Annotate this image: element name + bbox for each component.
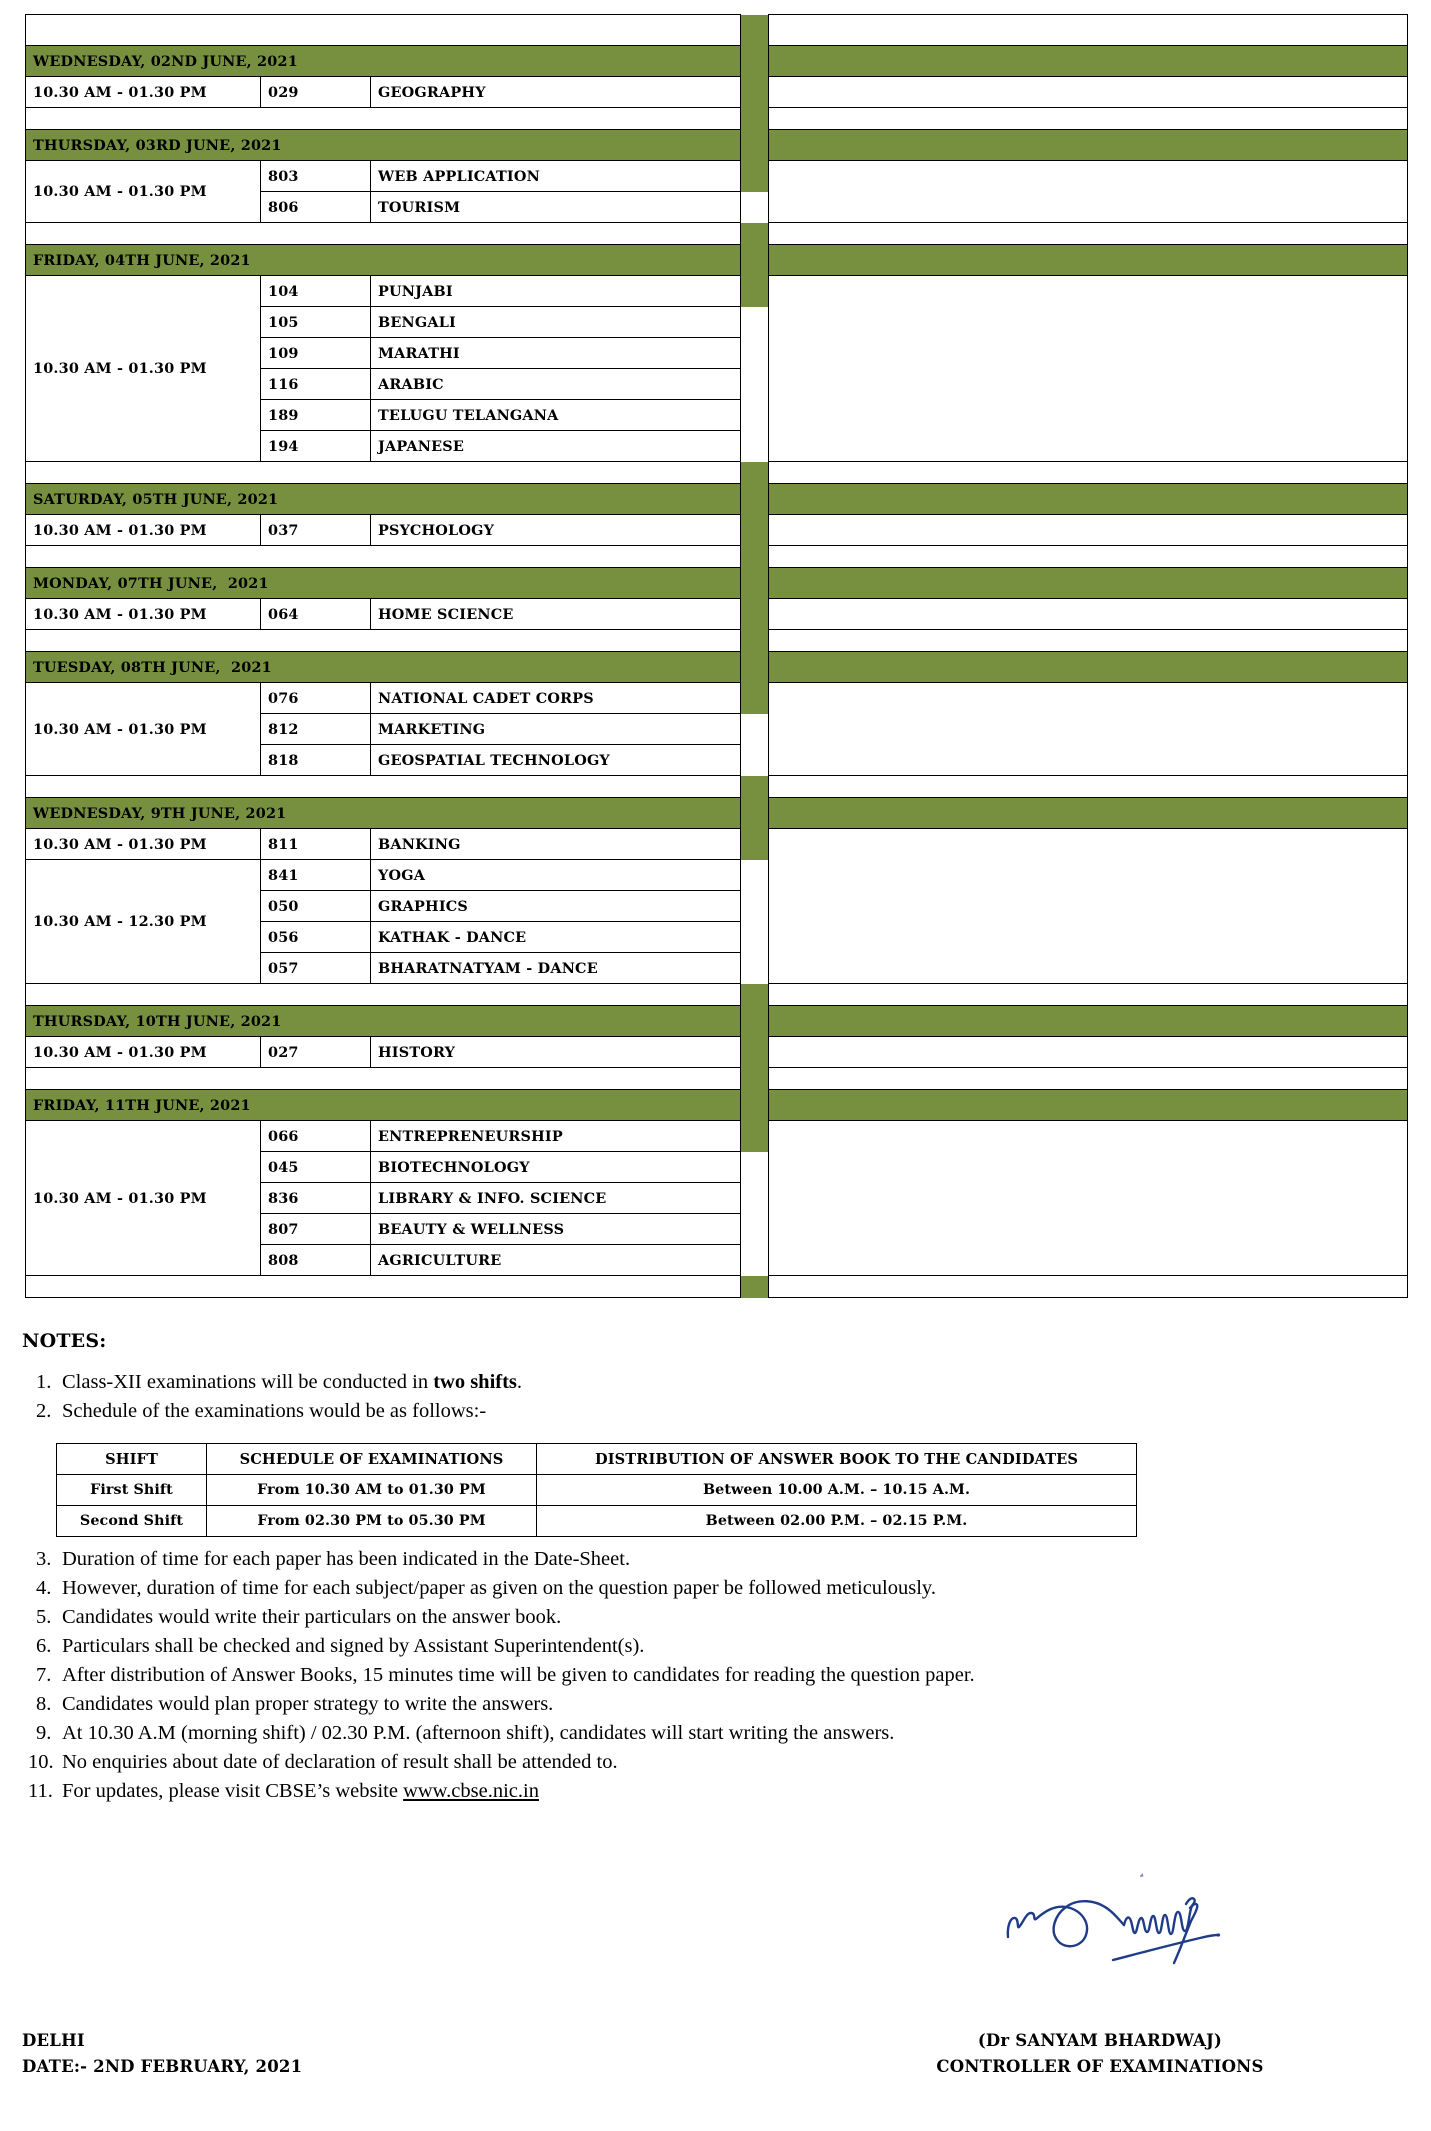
green-divider-band bbox=[741, 130, 769, 161]
spacer-row bbox=[26, 630, 1408, 652]
note-item bbox=[22, 1397, 1352, 1426]
note-text: No enquiries about date of declaration of result shall be attended to. bbox=[62, 1751, 618, 1773]
subject-name-cell: HISTORY bbox=[371, 1037, 741, 1068]
spacer-cell-left bbox=[26, 776, 741, 798]
green-divider-band bbox=[741, 1121, 769, 1152]
exam-row bbox=[26, 683, 1408, 714]
spacer-row bbox=[26, 1068, 1408, 1090]
day-date-label: WEDNESDAY, 9TH JUNE, 2021 bbox=[26, 798, 741, 829]
signatory-title: CONTROLLER OF EXAMINATIONS bbox=[936, 2057, 1264, 2076]
green-divider-band bbox=[741, 161, 769, 192]
day-header-right-cell bbox=[769, 484, 1408, 515]
note-number: 11. bbox=[28, 1780, 53, 1802]
green-divider-band bbox=[741, 798, 769, 829]
subject-code-cell: 050 bbox=[261, 891, 371, 922]
green-divider-band bbox=[741, 1090, 769, 1121]
note-item bbox=[22, 1632, 1352, 1661]
subject-name-cell: TOURISM bbox=[371, 192, 741, 223]
shift-table-wrapper bbox=[56, 1443, 1137, 1537]
exam-time-cell: 10.30 AM - 01.30 PM bbox=[26, 77, 261, 108]
note-text: After distribution of Answer Books, 15 minutes time will be given to candidates for reading the question paper. bbox=[62, 1664, 975, 1686]
note-item bbox=[22, 1690, 1352, 1719]
subject-code-cell: 189 bbox=[261, 400, 371, 431]
subject-name-cell: JAPANESE bbox=[371, 431, 741, 462]
spacer-cell-right bbox=[769, 15, 1408, 46]
subject-name-cell: KATHAK - DANCE bbox=[371, 922, 741, 953]
note-number: 2. bbox=[36, 1400, 52, 1422]
shift-table-row bbox=[57, 1475, 1137, 1506]
day-header-right-cell bbox=[769, 798, 1408, 829]
day-header-row bbox=[26, 798, 1408, 829]
day-date-label: FRIDAY, 11TH JUNE, 2021 bbox=[26, 1090, 741, 1121]
shift-table-cell: Second Shift bbox=[57, 1506, 207, 1537]
note-item bbox=[22, 1368, 1352, 1397]
spacer-cell-left bbox=[26, 984, 741, 1006]
day-header-right-cell bbox=[769, 130, 1408, 161]
right-blank-cell bbox=[769, 515, 1408, 546]
subject-code-cell: 808 bbox=[261, 1245, 371, 1276]
subject-name-cell: PSYCHOLOGY bbox=[371, 515, 741, 546]
exam-row bbox=[26, 829, 1408, 860]
cbse-website-link[interactable]: www.cbse.nic.in bbox=[403, 1780, 539, 1802]
note-text: Duration of time for each paper has been indicated in the Date-Sheet. bbox=[62, 1548, 631, 1570]
subject-name-cell: BANKING bbox=[371, 829, 741, 860]
footer-date: DATE:- 2ND FEBRUARY, 2021 bbox=[22, 2057, 303, 2076]
notes-heading: NOTES: bbox=[22, 1330, 107, 1352]
green-divider-band bbox=[741, 652, 769, 683]
subject-code-cell: 806 bbox=[261, 192, 371, 223]
note-number: 1. bbox=[36, 1371, 52, 1393]
note-emphasis: two shifts bbox=[433, 1371, 517, 1393]
shift-table-header: SHIFT bbox=[57, 1444, 207, 1475]
spacer-cell-right bbox=[769, 1068, 1408, 1090]
right-blank-cell bbox=[769, 683, 1408, 776]
footer-right-block bbox=[890, 2028, 1310, 2080]
footer-left-block bbox=[22, 2028, 302, 2080]
spacer-cell-left bbox=[26, 223, 741, 245]
subject-name-cell: BENGALI bbox=[371, 307, 741, 338]
day-header-row bbox=[26, 568, 1408, 599]
green-divider-band bbox=[741, 776, 769, 798]
shift-table-header: SCHEDULE OF EXAMINATIONS bbox=[207, 1444, 537, 1475]
subject-name-cell: BHARATNATYAM - DANCE bbox=[371, 953, 741, 984]
note-item bbox=[22, 1574, 1352, 1603]
datesheet-table-wrapper bbox=[25, 14, 1407, 1298]
green-divider-band bbox=[741, 568, 769, 599]
subject-code-cell: 803 bbox=[261, 161, 371, 192]
exam-row bbox=[26, 1121, 1408, 1152]
exam-time-cell: 10.30 AM - 12.30 PM bbox=[26, 860, 261, 984]
note-text: Candidates would write their particulars on the answer book. bbox=[62, 1606, 562, 1628]
spacer-cell-right bbox=[769, 984, 1408, 1006]
subject-code-cell: 037 bbox=[261, 515, 371, 546]
spacer-cell-right bbox=[769, 108, 1408, 130]
subject-code-cell: 105 bbox=[261, 307, 371, 338]
spacer-cell-right bbox=[769, 776, 1408, 798]
spacer-cell-right bbox=[769, 1276, 1408, 1298]
spacer-row bbox=[26, 546, 1408, 568]
subject-name-cell: HOME SCIENCE bbox=[371, 599, 741, 630]
exam-time-cell: 10.30 AM - 01.30 PM bbox=[26, 829, 261, 860]
green-divider-band bbox=[741, 683, 769, 714]
green-divider-band bbox=[741, 245, 769, 276]
footer-place: DELHI bbox=[22, 2031, 85, 2050]
subject-name-cell: BEAUTY & WELLNESS bbox=[371, 1214, 741, 1245]
green-divider-band bbox=[741, 984, 769, 1006]
spacer-cell-left bbox=[26, 546, 741, 568]
green-divider-band bbox=[741, 276, 769, 307]
subject-code-cell: 818 bbox=[261, 745, 371, 776]
day-header-row bbox=[26, 652, 1408, 683]
subject-code-cell: 027 bbox=[261, 1037, 371, 1068]
subject-code-cell: 076 bbox=[261, 683, 371, 714]
subject-name-cell: GEOSPATIAL TECHNOLOGY bbox=[371, 745, 741, 776]
subject-code-cell: 116 bbox=[261, 369, 371, 400]
exam-row bbox=[26, 599, 1408, 630]
signatory-name: (Dr SANYAM BHARDWAJ) bbox=[977, 2031, 1223, 2050]
note-text: For updates, please visit CBSE’s website www.cbse.nic.in bbox=[62, 1780, 539, 1802]
day-date-label: WEDNESDAY, 02ND JUNE, 2021 bbox=[26, 46, 741, 77]
subject-name-cell: NATIONAL CADET CORPS bbox=[371, 683, 741, 714]
shift-table-row bbox=[57, 1506, 1137, 1537]
note-text: At 10.30 A.M (morning shift) / 02.30 P.M. (afternoon shift), candidates will start writing the answers. bbox=[62, 1722, 895, 1744]
subject-code-cell: 104 bbox=[261, 276, 371, 307]
green-divider-band bbox=[741, 829, 769, 860]
exam-time-cell: 10.30 AM - 01.30 PM bbox=[26, 1121, 261, 1276]
subject-name-cell: PUNJABI bbox=[371, 276, 741, 307]
green-divider-band bbox=[741, 1037, 769, 1068]
note-text: Particulars shall be checked and signed by Assistant Superintendent(s). bbox=[62, 1635, 645, 1657]
green-divider-band bbox=[741, 599, 769, 630]
note-item bbox=[22, 1661, 1352, 1690]
subject-name-cell: BIOTECHNOLOGY bbox=[371, 1152, 741, 1183]
spacer-cell-left bbox=[26, 462, 741, 484]
green-divider-band bbox=[741, 1006, 769, 1037]
note-number: 4. bbox=[36, 1577, 52, 1599]
subject-name-cell: GEOGRAPHY bbox=[371, 77, 741, 108]
notes-list-continued bbox=[22, 1545, 1352, 1806]
exam-time-cell: 10.30 AM - 01.30 PM bbox=[26, 1037, 261, 1068]
shift-table-cell: Between 10.00 A.M. – 10.15 A.M. bbox=[537, 1475, 1137, 1506]
right-blank-cell bbox=[769, 1037, 1408, 1068]
exam-time-cell: 10.30 AM - 01.30 PM bbox=[26, 683, 261, 776]
day-header-row bbox=[26, 245, 1408, 276]
day-date-label: TUESDAY, 08TH JUNE, 2021 bbox=[26, 652, 741, 683]
exam-row bbox=[26, 77, 1408, 108]
note-number: 10. bbox=[28, 1751, 54, 1773]
note-item bbox=[22, 1603, 1352, 1632]
subject-code-cell: 194 bbox=[261, 431, 371, 462]
shift-table-cell: From 10.30 AM to 01.30 PM bbox=[207, 1475, 537, 1506]
exam-time-cell: 10.30 AM - 01.30 PM bbox=[26, 276, 261, 462]
note-number: 6. bbox=[36, 1635, 52, 1657]
green-divider-band bbox=[741, 1276, 769, 1298]
day-header-row bbox=[26, 46, 1408, 77]
day-header-right-cell bbox=[769, 568, 1408, 599]
signature-graphic bbox=[1000, 1855, 1280, 1975]
exam-row bbox=[26, 161, 1408, 192]
spacer-row bbox=[26, 1276, 1408, 1298]
subject-code-cell: 807 bbox=[261, 1214, 371, 1245]
subject-code-cell: 066 bbox=[261, 1121, 371, 1152]
day-date-label: MONDAY, 07TH JUNE, 2021 bbox=[26, 568, 741, 599]
day-date-label: SATURDAY, 05TH JUNE, 2021 bbox=[26, 484, 741, 515]
shift-table-cell: From 02.30 PM to 05.30 PM bbox=[207, 1506, 537, 1537]
subject-code-cell: 109 bbox=[261, 338, 371, 369]
green-divider-band bbox=[741, 630, 769, 652]
green-divider-band bbox=[741, 46, 769, 77]
subject-code-cell: 841 bbox=[261, 860, 371, 891]
spacer-cell-right bbox=[769, 223, 1408, 245]
subject-name-cell: ARABIC bbox=[371, 369, 741, 400]
notes-list bbox=[22, 1368, 1352, 1426]
right-blank-cell bbox=[769, 77, 1408, 108]
spacer-cell-left bbox=[26, 1068, 741, 1090]
green-divider-band bbox=[741, 484, 769, 515]
green-divider-band bbox=[741, 462, 769, 484]
note-item bbox=[22, 1777, 1352, 1806]
green-divider-band bbox=[741, 108, 769, 130]
day-date-label: THURSDAY, 10TH JUNE, 2021 bbox=[26, 1006, 741, 1037]
green-divider-band bbox=[741, 15, 769, 46]
subject-name-cell: GRAPHICS bbox=[371, 891, 741, 922]
green-divider-band bbox=[741, 546, 769, 568]
day-header-right-cell bbox=[769, 1006, 1408, 1037]
datesheet-table bbox=[25, 14, 1408, 1298]
right-blank-cell bbox=[769, 1121, 1408, 1276]
day-header-row bbox=[26, 484, 1408, 515]
spacer-cell-left bbox=[26, 1276, 741, 1298]
spacer-row bbox=[26, 776, 1408, 798]
note-text: However, duration of time for each subject/paper as given on the question paper be followed meticulously. bbox=[62, 1577, 936, 1599]
day-header-right-cell bbox=[769, 245, 1408, 276]
exam-time-cell: 10.30 AM - 01.30 PM bbox=[26, 599, 261, 630]
note-number: 5. bbox=[36, 1606, 52, 1628]
exam-time-cell: 10.30 AM - 01.30 PM bbox=[26, 161, 261, 223]
day-header-row bbox=[26, 130, 1408, 161]
note-number: 7. bbox=[36, 1664, 52, 1686]
shift-table-header: DISTRIBUTION OF ANSWER BOOK TO THE CANDIDATES bbox=[537, 1444, 1137, 1475]
subject-name-cell: TELUGU TELANGANA bbox=[371, 400, 741, 431]
subject-code-cell: 812 bbox=[261, 714, 371, 745]
subject-name-cell: YOGA bbox=[371, 860, 741, 891]
shift-table-cell: First Shift bbox=[57, 1475, 207, 1506]
day-header-right-cell bbox=[769, 652, 1408, 683]
green-divider-band bbox=[741, 515, 769, 546]
exam-row bbox=[26, 1037, 1408, 1068]
subject-code-cell: 029 bbox=[261, 77, 371, 108]
subject-name-cell: MARATHI bbox=[371, 338, 741, 369]
day-header-row bbox=[26, 1090, 1408, 1121]
note-item bbox=[22, 1748, 1352, 1777]
right-blank-cell bbox=[769, 161, 1408, 223]
subject-name-cell: WEB APPLICATION bbox=[371, 161, 741, 192]
day-header-row bbox=[26, 1006, 1408, 1037]
subject-code-cell: 056 bbox=[261, 922, 371, 953]
right-blank-cell bbox=[769, 276, 1408, 462]
note-number: 9. bbox=[36, 1722, 52, 1744]
note-number: 3. bbox=[36, 1548, 52, 1570]
subject-name-cell: ENTREPRENEURSHIP bbox=[371, 1121, 741, 1152]
exam-row bbox=[26, 515, 1408, 546]
spacer-cell-right bbox=[769, 462, 1408, 484]
day-date-label: FRIDAY, 04TH JUNE, 2021 bbox=[26, 245, 741, 276]
subject-code-cell: 064 bbox=[261, 599, 371, 630]
right-blank-cell bbox=[769, 829, 1408, 984]
subject-code-cell: 045 bbox=[261, 1152, 371, 1183]
spacer-row bbox=[26, 223, 1408, 245]
subject-name-cell: LIBRARY & INFO. SCIENCE bbox=[371, 1183, 741, 1214]
spacer-cell-left bbox=[26, 630, 741, 652]
spacer-row bbox=[26, 984, 1408, 1006]
shift-schedule-table bbox=[56, 1443, 1137, 1537]
green-divider-band bbox=[741, 1068, 769, 1090]
note-text: Schedule of the examinations would be as follows:- bbox=[62, 1400, 487, 1422]
subject-code-cell: 811 bbox=[261, 829, 371, 860]
subject-name-cell: MARKETING bbox=[371, 714, 741, 745]
exam-time-cell: 10.30 AM - 01.30 PM bbox=[26, 515, 261, 546]
note-number: 8. bbox=[36, 1693, 52, 1715]
subject-code-cell: 057 bbox=[261, 953, 371, 984]
exam-row bbox=[26, 276, 1408, 307]
subject-name-cell: AGRICULTURE bbox=[371, 1245, 741, 1276]
spacer-cell-left bbox=[26, 15, 741, 46]
green-divider-band bbox=[741, 223, 769, 245]
day-header-right-cell bbox=[769, 1090, 1408, 1121]
spacer-row bbox=[26, 15, 1408, 46]
note-text: Candidates would plan proper strategy to write the answers. bbox=[62, 1693, 554, 1715]
day-date-label: THURSDAY, 03RD JUNE, 2021 bbox=[26, 130, 741, 161]
shift-table-cell: Between 02.00 P.M. – 02.15 P.M. bbox=[537, 1506, 1137, 1537]
spacer-cell-left bbox=[26, 108, 741, 130]
day-header-right-cell bbox=[769, 46, 1408, 77]
spacer-cell-right bbox=[769, 630, 1408, 652]
right-blank-cell bbox=[769, 599, 1408, 630]
subject-code-cell: 836 bbox=[261, 1183, 371, 1214]
note-text: Class-XII examinations will be conducted in two shifts. bbox=[62, 1371, 523, 1393]
note-item bbox=[22, 1719, 1352, 1748]
spacer-cell-right bbox=[769, 546, 1408, 568]
spacer-row bbox=[26, 108, 1408, 130]
green-divider-band bbox=[741, 77, 769, 108]
note-item bbox=[22, 1545, 1352, 1574]
spacer-row bbox=[26, 462, 1408, 484]
